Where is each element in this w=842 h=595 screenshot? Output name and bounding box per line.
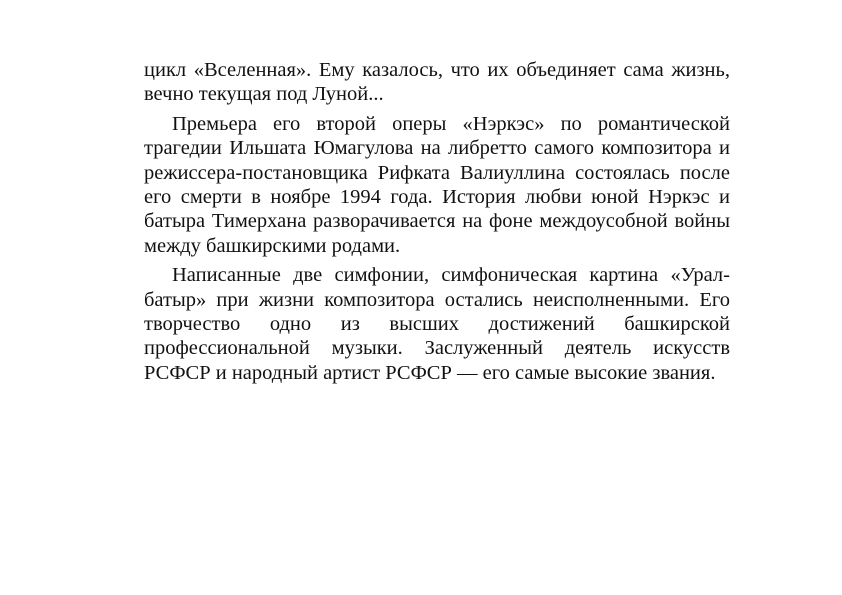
- paragraph-symphonies-legacy: Написанные две симфонии, симфоническая картина «Урал-батыр» при жизни композитора остались неисполненными. Его творчество одно из высших достижений башкирской профессиональной музыки. Заслуженный деятель искусств РСФСР и народный артист РСФСР — его самые высокие звания.: [144, 264, 730, 384]
- body-text: [144, 58, 730, 390]
- paragraph-continuation: цикл «Вселенная». Ему казалось, что их объединяет сама жизнь, вечно текущая под Луной...: [144, 59, 730, 106]
- paragraph-opera-premiere: Премьера его второй оперы «Нэркэс» по романтической трагедии Ильшата Юмагулова на либретто самого композитора и режиссера-постановщика Рифката Валиуллина состоялась после его смерти в ноябре 1994 года. История любви юной Нэркэс и батыра Тимерхана разворачивается на фоне междоусобной войны между башкирскими родами.: [144, 112, 730, 257]
